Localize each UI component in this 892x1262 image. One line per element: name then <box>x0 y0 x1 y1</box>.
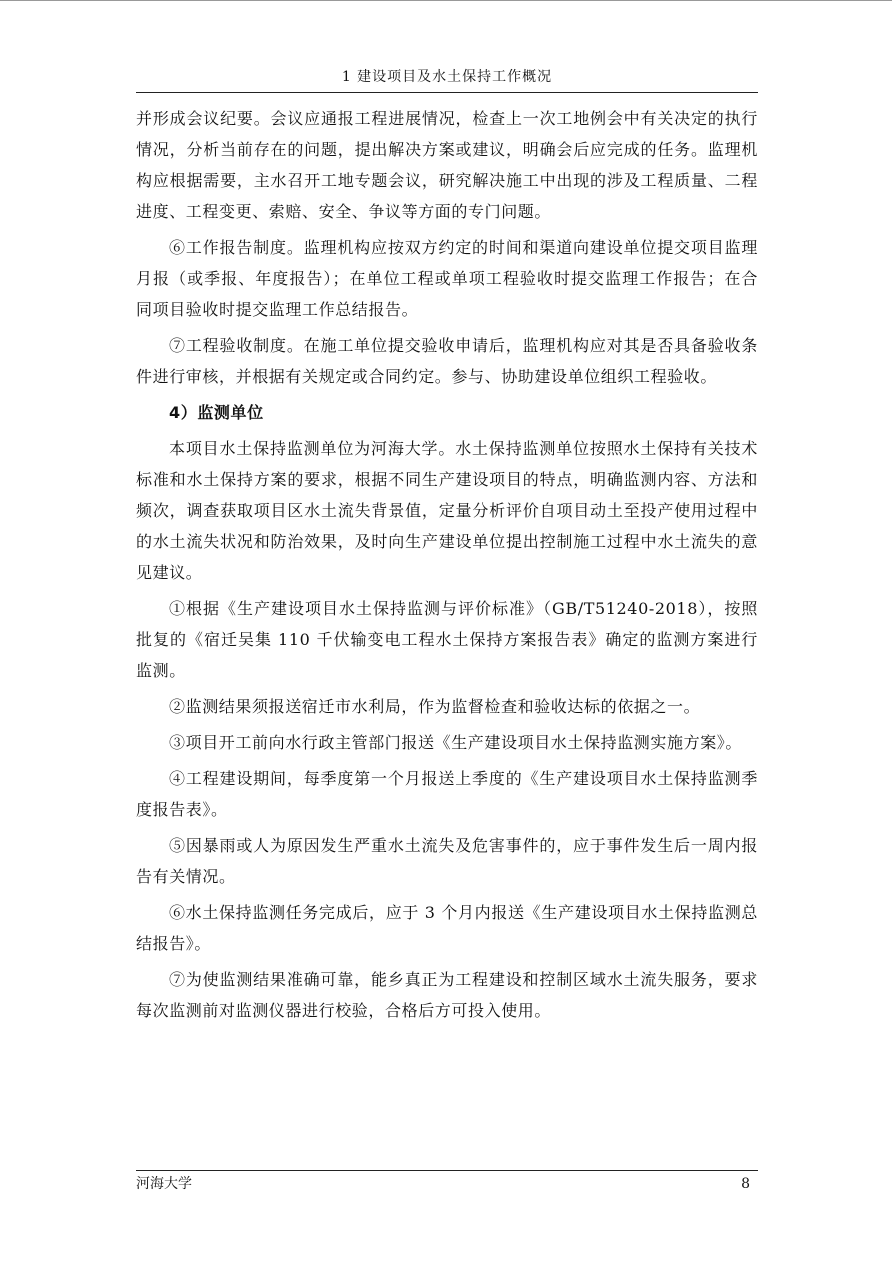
header-title: 1 建设项目及水土保持工作概况 <box>341 69 553 85</box>
paragraph-item-7: ⑦为使监测结果准确可靠，能乡真正为工程建设和控制区域水土流失服务，要求每次监测前对监测仪器进行校验，合格后方可投入使用。 <box>136 970 758 1020</box>
section-heading-monitoring-unit: 4）监测单位 <box>169 403 264 422</box>
page-number: 8 <box>741 1176 750 1192</box>
paragraph-item-6: ⑥水土保持监测任务完成后，应于 3 个月内报送《生产建设项目水土保持监测总结报告》。 <box>136 903 758 953</box>
page-footer <box>136 1170 758 1195</box>
paragraph-meeting-minutes: 并形成会议纪要。会议应通报工程进展情况，检查上一次工地例会中有关决定的执行情况，分析当前存在的问题，提出解决方案或建议，明确会后应完成的任务。监理机构应根据需要，主水召开工地专题会议，研究解决施工中出现的涉及工程质量、二程进度、工程变更、索赔、安全、争议等方面的专门问题。 <box>136 109 758 221</box>
page-top-edge <box>0 0 892 1</box>
paragraph-item-4: ④工程建设期间，每季度第一个月报送上季度的《生产建设项目水土保持监测季度报告表》。 <box>136 769 758 819</box>
document-body <box>136 103 758 1031</box>
paragraph-item-5: ⑤因暴雨或人为原因发生严重水土流失及危害事件的，应于事件发生后一周内报告有关情况。 <box>136 836 758 886</box>
paragraph-item-1: ①根据《生产建设项目水土保持监测与评价标准》（GB/T51240-2018），按照批复的《宿迁吴集 110 千伏输变电工程水土保持方案报告表》确定的监测方案进行监测。 <box>136 599 758 680</box>
paragraph-work-report-system: ⑥工作报告制度。监理机构应按双方约定的时间和渠道向建设单位提交项目监理月报（或季报、年度报告）；在单位工程或单项工程验收时提交监理工作报告；在合同项目验收时提交监理工作总结报告。 <box>136 238 758 319</box>
paragraph-item-2: ②监测结果须报送宿迁市水利局，作为监督检查和验收达标的依据之一。 <box>169 697 701 716</box>
paragraph-monitoring-unit-intro: 本项目水土保持监测单位为河海大学。水土保持监测单位按照水土保持有关技术标准和水土保持方案的要求，根据不同生产建设项目的特点，明确监测内容、方法和频次，调查获取项目区水土流失背景值，定量分析评价自项目动土至投产使用过程中的水土流失状况和防治效果，及时向生产建设单位提出控制施工过程中水土流失的意见建议。 <box>136 439 758 582</box>
page-header <box>136 62 758 93</box>
paragraph-acceptance-system: ⑦工程验收制度。在施工单位提交验收申请后，监理机构应对其是否具备验收条件进行审核，并根据有关规定或合同约定。参与、协助建设单位组织工程验收。 <box>136 336 758 386</box>
footer-organization: 河海大学 <box>136 1176 192 1192</box>
paragraph-item-3: ③项目开工前向水行政主管部门报送《生产建设项目水土保持监测实施方案》。 <box>169 733 743 752</box>
